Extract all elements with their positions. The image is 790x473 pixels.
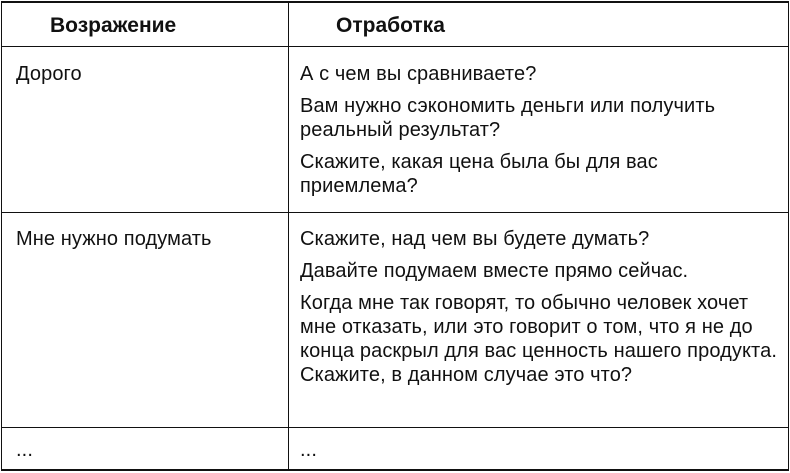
objection-cell: ... — [16, 439, 33, 461]
handling-cell — [300, 438, 780, 470]
table-row — [2, 428, 788, 471]
header-objection: Возражение — [50, 14, 177, 37]
handling-paragraph: Вам нужно сэкономить деньги или получить реальный результат? — [300, 95, 716, 141]
handling-paragraph: Давайте подумаем вместе прямо сейчас. — [300, 260, 689, 282]
handling-paragraph: Когда мне так говорят, то обычно человек хочет мне отказать, или это говорит о том, что я не до конца раскрыл для вас ценность нашего продукта. Скажите, в данном случае это что? — [300, 292, 777, 386]
handling-paragraph: ... — [300, 439, 317, 461]
objection-cell: Дорого — [16, 63, 82, 85]
table-header-row — [2, 3, 788, 47]
table-row — [2, 213, 788, 428]
handling-paragraph: Скажите, над чем вы будете думать? — [300, 228, 650, 250]
handling-cell — [300, 227, 780, 395]
table-row — [2, 47, 788, 213]
handling-paragraph: Скажите, какая цена была бы для вас приемлема? — [300, 151, 658, 197]
objection-handling-table — [1, 1, 789, 471]
objection-cell: Мне нужно подумать — [16, 228, 212, 250]
handling-cell — [300, 62, 780, 206]
handling-paragraph: А с чем вы сравниваете? — [300, 63, 537, 85]
header-handling: Отработка — [336, 14, 445, 37]
